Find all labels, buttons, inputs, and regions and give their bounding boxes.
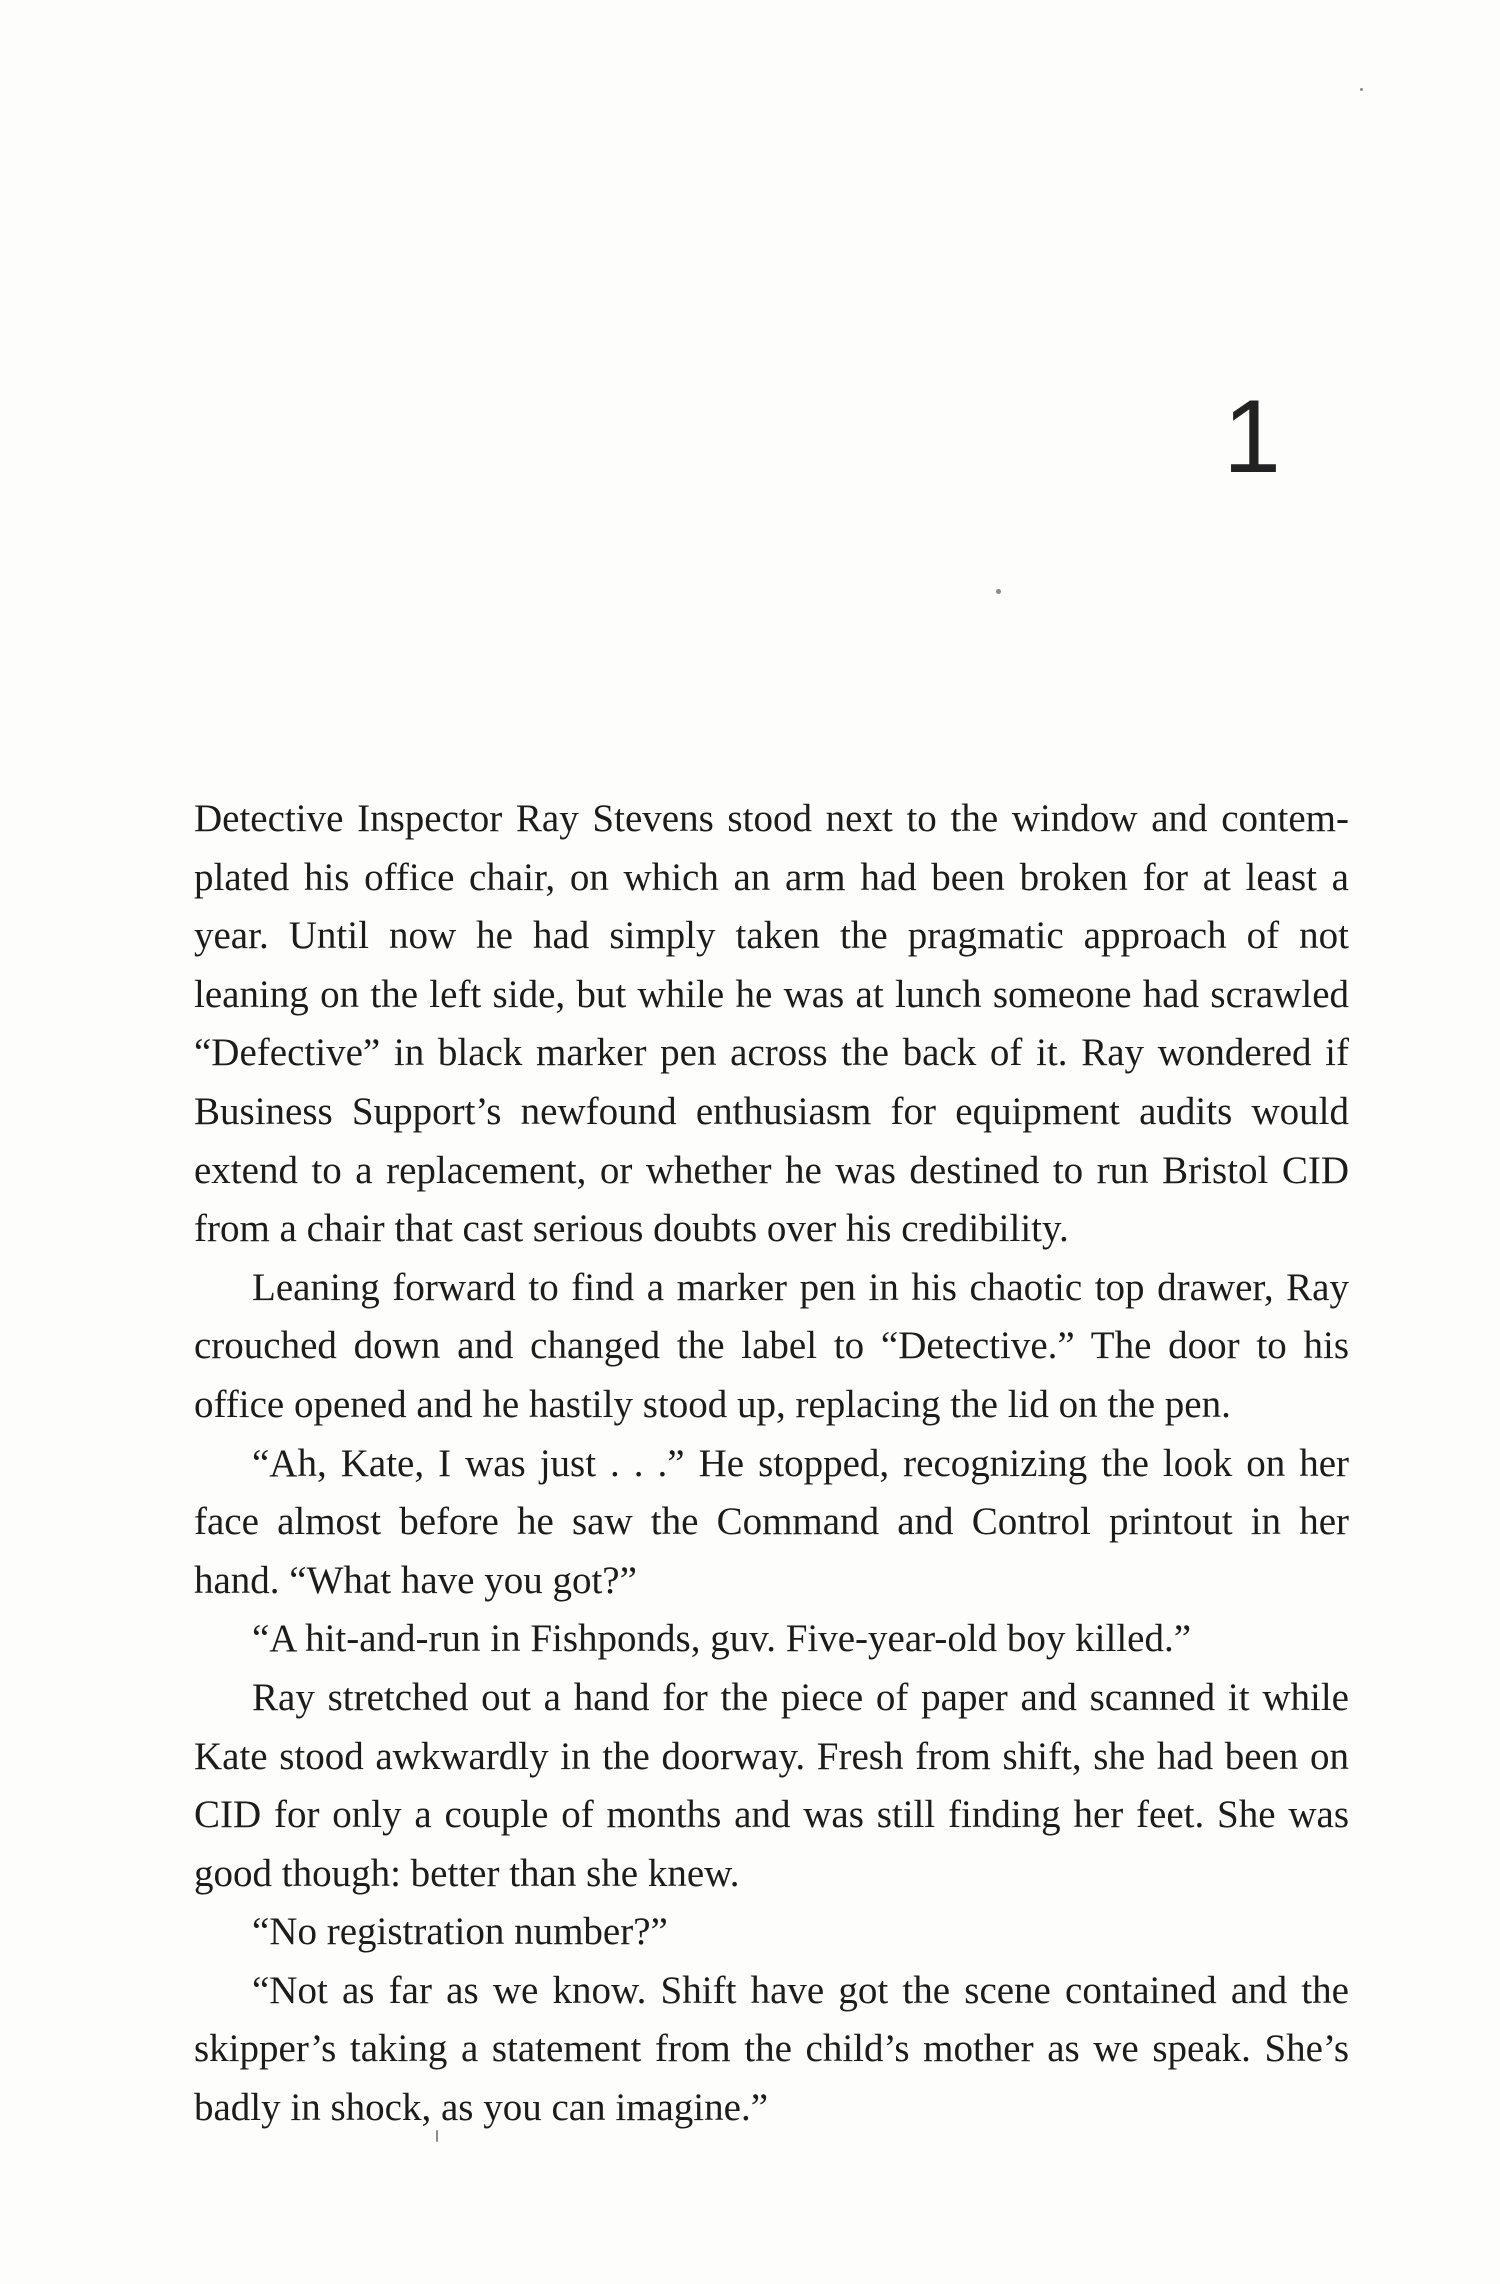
- chapter-number: 1: [1223, 379, 1281, 495]
- paragraph: “Ah, Kate, I was just . . .” He stopped, recognizing the look on her face almost before he saw the Command and Control printout in her hand. “What have you got?”: [194, 1441, 1349, 1602]
- scan-speck: [1360, 88, 1363, 91]
- paragraph: “No registration number?”: [252, 1910, 668, 1954]
- paragraph: Ray stretched out a hand for the piece of paper and scanned it while Kate stood awkwardly in the doorway. Fresh from shift, she had been on CID for only a couple of months and was still finding her feet. She was good though: better than she knew.: [194, 1675, 1349, 1895]
- paragraph: Detective Inspector Ray Stevens stood next to the window and contemplated his office chair, on which an arm had been broken for at least a year. Until now he had simply taken the pragmatic approach of not leaning on the left side, but while he was at lunch someone had scrawled “Defective” in black marker pen across the back of it. Ray wondered if Business Support’s newfound enthusiasm for equipment audits would extend to a replacement, or whether he was destined to run Bristol CID from a chair that cast serious doubts over his credibility.: [194, 797, 1349, 1251]
- scan-speck: [996, 589, 1001, 594]
- paragraph: Leaning forward to find a marker pen in his chaotic top drawer, Ray crouched down and changed the label to “Detective.” The door to his office opened and he hastily stood up, replacing the lid on the pen.: [194, 1265, 1349, 1426]
- body-text: [194, 790, 1349, 2138]
- scan-speck: [436, 2130, 438, 2142]
- paragraph: “Not as far as we know. Shift have got the scene contained and the skipper’s taking a statement from the child’s mother as we speak. She’s badly in shock, as you can imagine.”: [194, 1968, 1349, 2130]
- paragraph: “A hit-and-run in Fishponds, guv. Five-year-old boy killed.”: [252, 1617, 1192, 1661]
